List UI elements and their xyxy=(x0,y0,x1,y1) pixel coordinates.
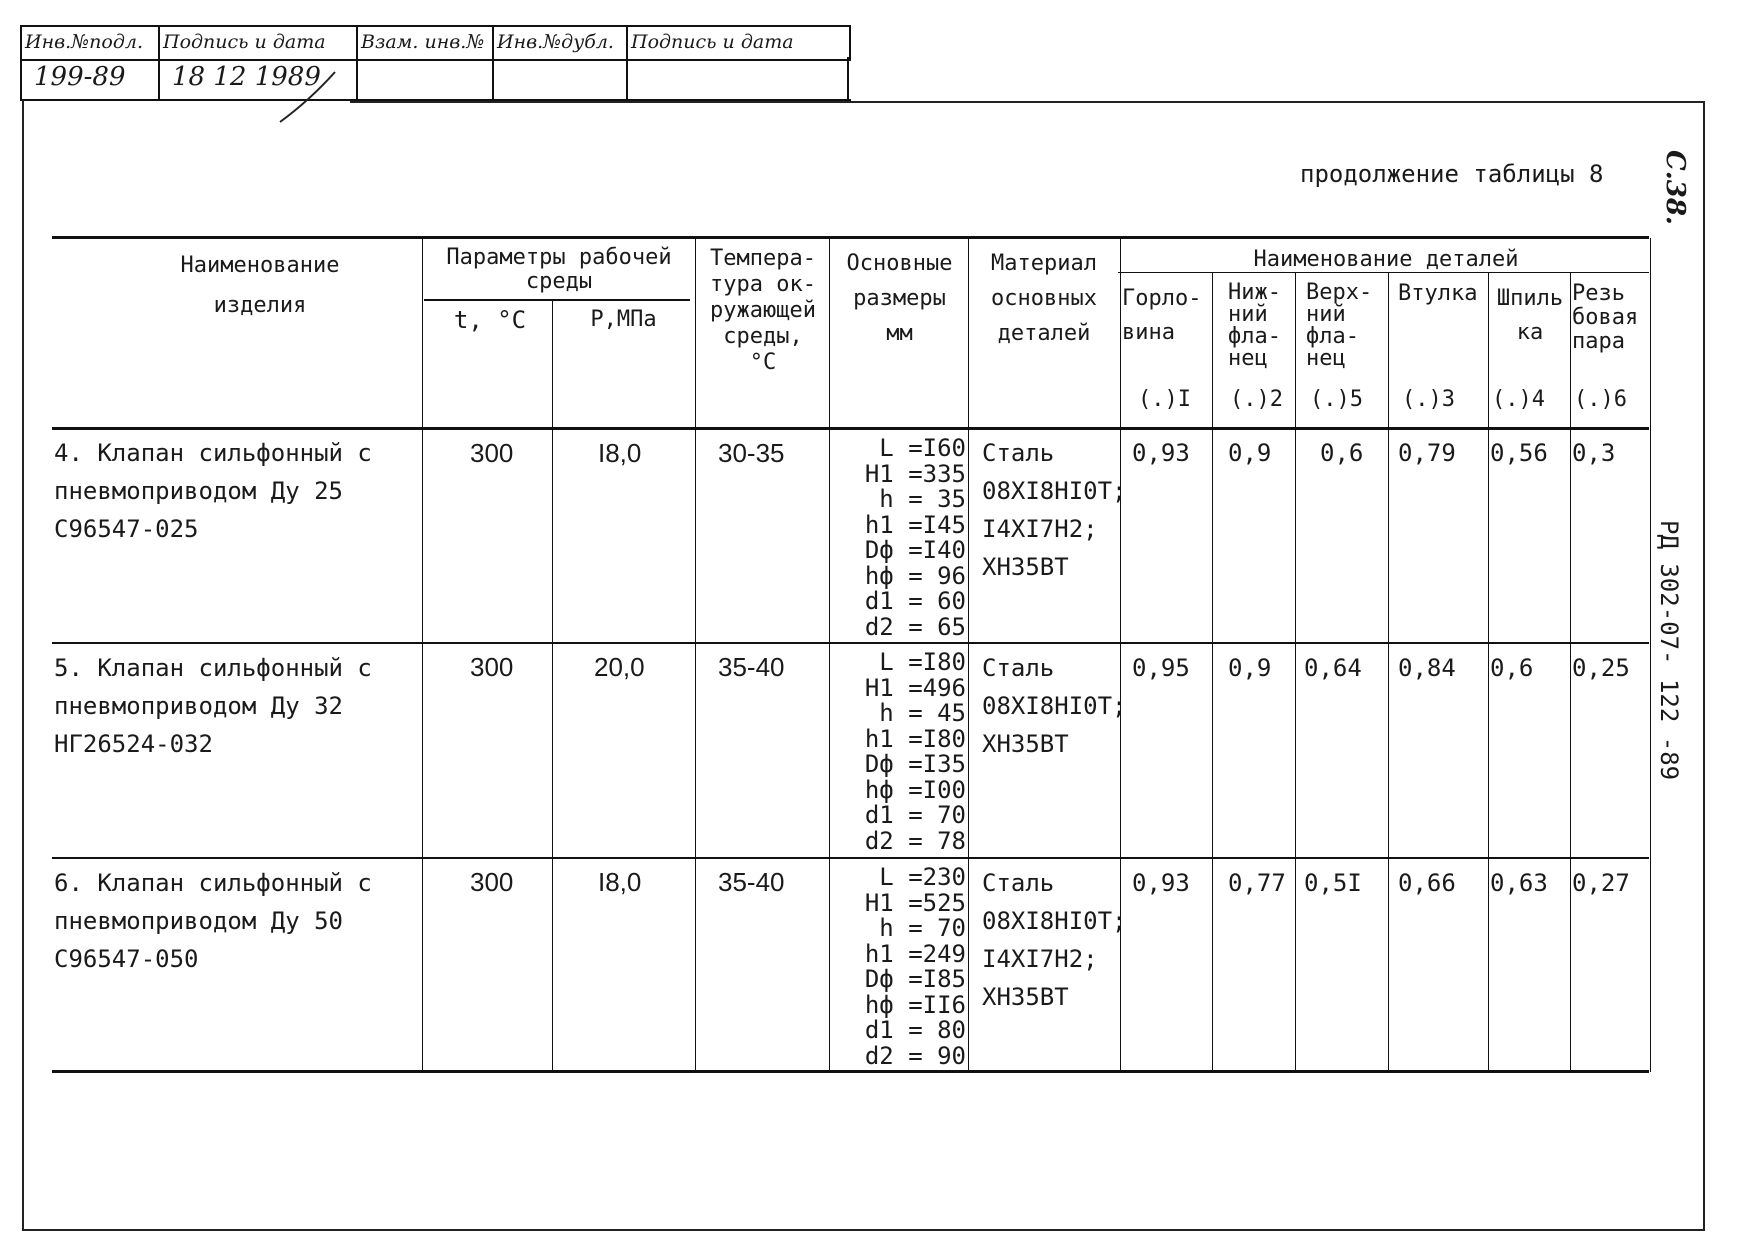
stamp-value-cell xyxy=(358,57,494,99)
header-params: Параметры рабочей среды xyxy=(446,245,672,294)
row-part-value: 0,3 xyxy=(1572,439,1616,467)
part-header-code: (.)5 xyxy=(1310,387,1363,412)
page-number: С.38. xyxy=(1660,150,1690,225)
row-part-value: 0,64 xyxy=(1304,654,1362,682)
part-header-code: (.)3 xyxy=(1402,387,1455,412)
row-material: Сталь 08XI8HI0T; I4XI7H2; XH35BT xyxy=(982,439,1127,581)
part-header-label: Верх- ний фла- нец xyxy=(1306,280,1373,371)
stamp-value-cell: 199-89 xyxy=(22,57,160,99)
frame-left xyxy=(22,100,24,1230)
part-header-code: (.)6 xyxy=(1574,387,1627,412)
part-header-label: Резь бовая пара xyxy=(1572,281,1639,354)
header-parts-group: Наименование деталей xyxy=(1253,247,1519,272)
stamp-header-cell: Подпись и дата xyxy=(631,31,794,53)
row-part-value: 0,6 xyxy=(1490,654,1534,682)
row-p: I8,0 xyxy=(598,438,642,468)
row-dims: L =230 H1 =525 h = 70 h1 =249 Dф =I85 hф =II6 d1 = 80 d2 = 90 xyxy=(864,863,966,1070)
row-part-value: 0,84 xyxy=(1398,654,1456,682)
document-code: РД 302-07- 122 -89 xyxy=(1655,520,1683,781)
row-part-value: 0,5I xyxy=(1304,869,1362,897)
stamp-value-cell xyxy=(494,57,628,99)
part-header-code: (.)I xyxy=(1138,387,1191,412)
header-material: Материал основных деталей xyxy=(991,251,1097,346)
stamp-value-cell xyxy=(628,57,849,99)
stamp-header-cell: Инв.№дубл. xyxy=(494,27,628,59)
stamp-header-cell: Инв.№подл. xyxy=(22,27,160,59)
row-material: Сталь 08XI8HI0T; XH35BT xyxy=(982,654,1127,758)
frame-right xyxy=(1703,103,1705,1231)
row-temp: 35-40 xyxy=(718,867,785,897)
row-part-value: 0,9 xyxy=(1228,439,1272,467)
row-part-value: 0,79 xyxy=(1398,439,1456,467)
row-t: 300 xyxy=(470,438,514,468)
row-t: 300 xyxy=(470,867,514,897)
stamp-header-row xyxy=(20,25,851,61)
frame-bottom xyxy=(22,1229,1705,1231)
row-part-value: 0,63 xyxy=(1490,869,1548,897)
table-caption: продолжение таблицы 8 xyxy=(1300,160,1604,188)
row-part-value: 0,93 xyxy=(1132,869,1190,897)
row-dims: L =I60 H1 =335 h = 35 h1 =I45 Dф =I40 hф = 96 d1 = 60 d2 = 65 xyxy=(864,434,966,641)
row-dims: L =I80 H1 =496 h = 45 h1 =I80 Dф =I35 hф =I00 d1 = 70 d2 = 78 xyxy=(864,648,966,855)
row-t: 300 xyxy=(470,652,514,682)
row-temp: 35-40 xyxy=(718,652,785,682)
row-name: 4. Клапан сильфонный с пневмоприводом Ду 25 С96547-025 xyxy=(54,439,372,543)
stamp-header-cell: Взам. инв.№ xyxy=(358,27,494,59)
row-p: I8,0 xyxy=(598,867,642,897)
stamp-value-row xyxy=(20,57,851,101)
header-name: Наименование изделия xyxy=(180,253,340,318)
header-p: Р,МПа xyxy=(590,307,657,332)
row-temp: 30-35 xyxy=(718,438,785,468)
row-part-value: 0,93 xyxy=(1132,439,1190,467)
part-header-code: (.)4 xyxy=(1492,387,1545,412)
row-part-value: 0,9 xyxy=(1228,654,1272,682)
frame-top xyxy=(350,101,1705,103)
row-name: 5. Клапан сильфонный с пневмоприводом Ду 32 НГ26524-032 xyxy=(54,654,372,758)
row-part-value: 0,95 xyxy=(1132,654,1190,682)
part-header-label: Втулка xyxy=(1398,281,1478,306)
header-t: t, °C xyxy=(453,306,527,334)
part-header-label: Ниж- ний фла- нец xyxy=(1228,280,1281,371)
stamp-value-cell: 18 12 1989 xyxy=(160,57,358,99)
row-p: 20,0 xyxy=(594,652,645,682)
part-header-label: Шпиль ка xyxy=(1496,286,1564,345)
row-part-value: 0,25 xyxy=(1572,654,1630,682)
row-part-value: 0,77 xyxy=(1228,869,1286,897)
row-part-value: 0,56 xyxy=(1490,439,1548,467)
part-header-code: (.)2 xyxy=(1230,387,1283,412)
header-dims: Основные размеры мм xyxy=(846,251,953,346)
row-part-value: 0,66 xyxy=(1398,869,1456,897)
row-part-value: 0,27 xyxy=(1572,869,1630,897)
signature-stroke xyxy=(270,60,360,130)
row-name: 6. Клапан сильфонный с пневмоприводом Ду 50 С96547-050 xyxy=(54,869,372,973)
part-header-label: Горло- вина xyxy=(1122,286,1202,345)
header-temp-env: Темпера- тура ок- ружающей среды, °С xyxy=(710,246,816,375)
row-material: Сталь 08XI8HI0T; I4XI7H2; XH35BT xyxy=(982,869,1127,1011)
stamp-header-cell: Подпись и дата xyxy=(160,27,358,59)
row-part-value: 0,6 xyxy=(1320,439,1364,467)
